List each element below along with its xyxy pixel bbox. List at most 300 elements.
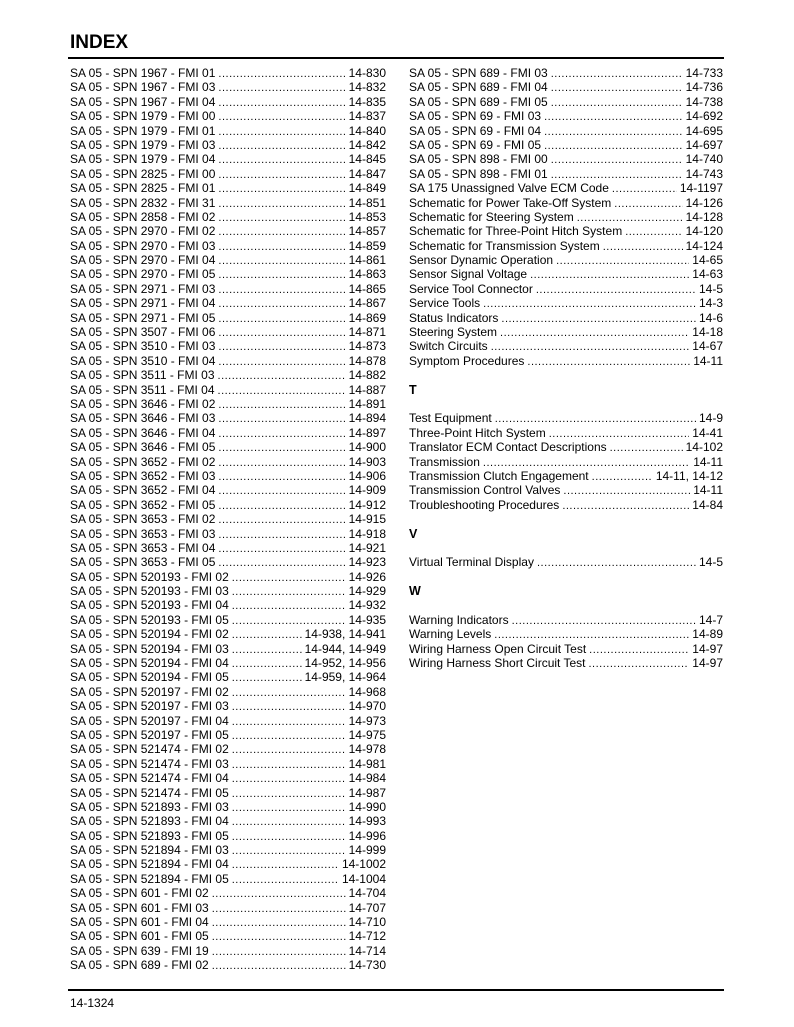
dot-leader <box>232 671 302 684</box>
dot-leader <box>218 384 346 397</box>
index-entry <box>70 455 386 469</box>
dot-leader <box>551 153 683 166</box>
index-entry <box>70 613 386 627</box>
index-entry <box>70 397 386 411</box>
index-entry-page: 14-897 <box>348 425 386 440</box>
index-entry-page: 14-1002 <box>341 857 386 872</box>
index-entry-page: 14-959, 14-964 <box>304 670 386 685</box>
dot-leader <box>218 297 345 310</box>
index-entry-label: SA 05 - SPN 2970 - FMI 03 <box>70 238 216 253</box>
index-entry-label: Symptom Procedures <box>409 353 525 368</box>
dot-leader <box>232 585 346 598</box>
dot-leader <box>212 945 346 958</box>
index-entry <box>70 440 386 454</box>
index-entry-page: 14-120 <box>685 224 723 239</box>
index-entry-label: SA 05 - SPN 2971 - FMI 03 <box>70 281 216 296</box>
index-entry-page: 14-871 <box>348 325 386 340</box>
index-entry <box>409 426 723 440</box>
index-entry <box>409 167 723 181</box>
index-entry <box>70 124 386 138</box>
index-entry <box>70 800 386 814</box>
dot-leader <box>577 211 683 224</box>
dot-leader <box>212 887 346 900</box>
index-entry <box>70 944 386 958</box>
section-letter-heading: V <box>409 526 418 541</box>
index-entry-page: 14-929 <box>348 584 386 599</box>
index-entry <box>409 296 723 310</box>
dot-leader <box>212 902 346 915</box>
index-entry-page: 14-975 <box>348 727 386 742</box>
dot-leader <box>232 801 346 814</box>
index-entry-label: SA 05 - SPN 3646 - FMI 02 <box>70 396 216 411</box>
index-entry <box>70 498 386 512</box>
index-entry-label: SA 05 - SPN 2858 - FMI 02 <box>70 209 216 224</box>
dot-leader <box>218 441 345 454</box>
index-entry-page: 14-990 <box>348 799 386 814</box>
dot-leader <box>530 268 689 281</box>
index-entry-label: SA 05 - SPN 521893 - FMI 03 <box>70 799 229 814</box>
index-entry-page: 14-970 <box>348 699 386 714</box>
dot-leader <box>625 225 682 238</box>
index-entry <box>70 66 386 80</box>
index-entry-label: Warning Indicators <box>409 612 509 627</box>
index-entry <box>70 181 386 195</box>
dot-leader <box>536 283 696 296</box>
index-entry <box>70 685 386 699</box>
index-entry-label: SA 05 - SPN 520194 - FMI 05 <box>70 670 229 685</box>
index-entry-label: SA 05 - SPN 3511 - FMI 04 <box>70 382 215 397</box>
dot-leader <box>218 312 345 325</box>
dot-leader <box>483 297 696 310</box>
dot-leader <box>218 456 345 469</box>
index-entry-page: 14-695 <box>685 123 723 138</box>
dot-leader <box>218 268 345 281</box>
index-entry <box>70 872 386 886</box>
index-entry <box>409 210 723 224</box>
dot-leader <box>232 729 346 742</box>
index-entry-label: SA 05 - SPN 521894 - FMI 03 <box>70 843 229 858</box>
index-entry-page: 14-9 <box>698 411 723 426</box>
index-entry-label: Transmission <box>409 454 480 469</box>
dot-leader <box>563 484 690 497</box>
dot-leader <box>218 96 345 109</box>
index-entry-page: 14-915 <box>348 512 386 527</box>
index-entry-label: SA 05 - SPN 521474 - FMI 04 <box>70 771 229 786</box>
dot-leader <box>232 628 302 641</box>
index-entry <box>409 239 723 253</box>
index-entry-label: SA 05 - SPN 1967 - FMI 01 <box>70 66 216 80</box>
index-entry-page: 14-944, 14-949 <box>304 641 386 656</box>
dot-leader <box>218 125 345 138</box>
index-entry-label: SA 05 - SPN 689 - FMI 04 <box>409 80 548 95</box>
index-entry-page: 14-738 <box>685 94 723 109</box>
footer-divider <box>68 989 724 991</box>
dot-leader <box>218 484 345 497</box>
index-entry-label: SA 05 - SPN 601 - FMI 04 <box>70 915 209 930</box>
index-entry <box>70 714 386 728</box>
index-entry-label: SA 175 Unassigned Valve ECM Code <box>409 181 609 196</box>
index-entry-label: SA 05 - SPN 69 - FMI 03 <box>409 109 542 124</box>
index-entry-page: 14-894 <box>348 411 386 426</box>
index-entry-label: SA 05 - SPN 689 - FMI 05 <box>409 94 548 109</box>
dot-leader <box>551 168 683 181</box>
dot-leader <box>232 686 346 699</box>
index-entry <box>70 224 386 238</box>
index-entry-label: SA 05 - SPN 520193 - FMI 04 <box>70 598 229 613</box>
index-entry-page: 14-740 <box>685 152 723 167</box>
index-entry <box>70 368 386 382</box>
index-entry-label: Transmission Control Valves <box>409 483 561 498</box>
dot-leader <box>232 743 346 756</box>
dot-leader <box>232 571 346 584</box>
index-entry <box>70 915 386 929</box>
dot-leader <box>551 81 683 94</box>
index-entry <box>409 555 723 569</box>
dot-leader <box>218 225 345 238</box>
index-entry-label: Schematic for Transmission System <box>409 238 600 253</box>
index-entry <box>409 311 723 325</box>
index-entry <box>70 699 386 713</box>
dot-leader <box>232 758 346 771</box>
dot-leader <box>218 427 345 440</box>
dot-leader <box>232 599 346 612</box>
dot-leader <box>610 441 683 454</box>
index-entry-label: SA 05 - SPN 601 - FMI 02 <box>70 886 209 901</box>
index-entry-page: 14-882 <box>348 368 386 383</box>
index-entry <box>409 80 723 94</box>
index-entry-label: SA 05 - SPN 521893 - FMI 05 <box>70 828 229 843</box>
index-entry-label: SA 05 - SPN 3511 - FMI 03 <box>70 368 215 383</box>
dot-leader <box>218 240 345 253</box>
index-entry-label: SA 05 - SPN 898 - FMI 01 <box>409 166 548 181</box>
index-entry-page: 14-7 <box>698 612 723 627</box>
dot-leader <box>218 67 345 80</box>
index-entry-page: 14-743 <box>685 166 723 181</box>
index-entry-label: SA 05 - SPN 520197 - FMI 05 <box>70 727 229 742</box>
dot-leader <box>232 858 339 871</box>
dot-leader <box>218 556 345 569</box>
dot-leader <box>218 398 345 411</box>
index-entry <box>70 210 386 224</box>
dot-leader <box>544 139 683 152</box>
index-entry <box>409 109 723 123</box>
index-entry-page: 14-835 <box>348 94 386 109</box>
index-column-right <box>409 66 723 670</box>
index-entry-page: 14-912 <box>348 497 386 512</box>
index-entry-page: 14-857 <box>348 224 386 239</box>
dot-leader <box>527 355 690 368</box>
index-entry <box>70 267 386 281</box>
index-entry-page: 14-952, 14-956 <box>304 656 386 671</box>
dot-leader <box>218 326 345 339</box>
dot-leader <box>232 844 346 857</box>
index-entry-page: 14-733 <box>685 66 723 80</box>
index-entry-label: SA 05 - SPN 521474 - FMI 05 <box>70 785 229 800</box>
index-entry-label: Sensor Dynamic Operation <box>409 253 554 268</box>
index-entry-label: SA 05 - SPN 3507 - FMI 06 <box>70 325 216 340</box>
index-entry <box>70 239 386 253</box>
index-entry-label: Schematic for Steering System <box>409 209 574 224</box>
dot-leader <box>218 197 345 210</box>
index-entry <box>70 354 386 368</box>
index-entry-page: 14-845 <box>348 152 386 167</box>
index-entry-label: SA 05 - SPN 520193 - FMI 05 <box>70 612 229 627</box>
dot-leader <box>592 470 653 483</box>
index-entry-page: 14-714 <box>348 943 386 958</box>
index-entry-label: SA 05 - SPN 521894 - FMI 04 <box>70 857 229 872</box>
index-entry-page: 14-704 <box>348 886 386 901</box>
index-entry-page: 14-923 <box>348 555 386 570</box>
index-entry-page: 14-124 <box>685 238 723 253</box>
dot-leader <box>551 96 683 109</box>
index-entry-label: Schematic for Power Take-Off System <box>409 195 612 210</box>
index-entry-page: 14-993 <box>348 814 386 829</box>
dot-leader <box>218 153 345 166</box>
dot-leader <box>551 67 683 80</box>
index-entry-page: 14-926 <box>348 569 386 584</box>
dot-leader <box>483 456 690 469</box>
index-entry-page: 14-67 <box>692 339 723 354</box>
dot-leader <box>556 254 689 267</box>
index-entry <box>70 929 386 943</box>
dot-leader <box>218 470 345 483</box>
index-entry <box>70 311 386 325</box>
index-entry-page: 14-918 <box>348 526 386 541</box>
index-entry-label: SA 05 - SPN 3653 - FMI 02 <box>70 512 216 527</box>
index-entry-label: SA 05 - SPN 520197 - FMI 04 <box>70 713 229 728</box>
index-entry <box>409 124 723 138</box>
index-entry-page: 14-837 <box>348 109 386 124</box>
index-entry-label: SA 05 - SPN 898 - FMI 00 <box>409 152 548 167</box>
index-entry <box>70 757 386 771</box>
index-entry <box>70 383 386 397</box>
dot-leader <box>218 412 345 425</box>
index-entry <box>70 857 386 871</box>
index-entry-page: 14-987 <box>348 785 386 800</box>
index-entry <box>70 642 386 656</box>
index-entry-page: 14-865 <box>348 281 386 296</box>
dot-leader <box>218 528 345 541</box>
index-entry-page: 14-859 <box>348 238 386 253</box>
index-entry <box>409 181 723 195</box>
section-letter-heading: W <box>409 584 421 599</box>
index-entry-page: 14-840 <box>348 123 386 138</box>
dot-leader <box>544 110 683 123</box>
index-entry-label: SA 05 - SPN 69 - FMI 05 <box>409 137 542 152</box>
index-entry <box>70 786 386 800</box>
index-entry <box>70 541 386 555</box>
index-entry-page: 14-11 <box>693 483 723 498</box>
index-entry <box>70 728 386 742</box>
index-entry <box>409 325 723 339</box>
index-entry-label: Schematic for Three-Point Hitch System <box>409 224 623 239</box>
index-entry-label: SA 05 - SPN 1979 - FMI 01 <box>70 123 216 138</box>
index-entry-label: SA 05 - SPN 2970 - FMI 05 <box>70 267 216 282</box>
index-entry-label: SA 05 - SPN 639 - FMI 19 <box>70 943 209 958</box>
index-entry-page: 14-97 <box>692 641 723 656</box>
index-entry-page: 14-128 <box>685 209 723 224</box>
section-spacer <box>409 598 723 612</box>
index-entry <box>70 253 386 267</box>
index-entry <box>409 656 723 670</box>
section-letter-heading: T <box>409 382 417 397</box>
index-entry-page: 14-11 <box>693 454 723 469</box>
index-entry-page: 14-5 <box>698 281 723 296</box>
index-entry <box>70 570 386 584</box>
index-entry-page: 14-5 <box>698 555 723 570</box>
index-entry-label: Service Tool Connector <box>409 281 533 296</box>
dot-leader <box>218 499 345 512</box>
index-entry <box>70 196 386 210</box>
index-entry <box>70 469 386 483</box>
index-entry-page: 14-692 <box>685 109 723 124</box>
index-entry <box>409 138 723 152</box>
section-spacer <box>409 570 723 584</box>
index-entry-label: SA 05 - SPN 1979 - FMI 00 <box>70 109 216 124</box>
index-entry <box>409 498 723 512</box>
dot-leader <box>537 556 696 569</box>
index-entry-page: 14-3 <box>698 296 723 311</box>
index-entry-label: SA 05 - SPN 520197 - FMI 02 <box>70 684 229 699</box>
index-entry <box>70 598 386 612</box>
dot-leader <box>501 312 696 325</box>
index-entry-label: SA 05 - SPN 3652 - FMI 02 <box>70 454 216 469</box>
index-entry-label: SA 05 - SPN 521474 - FMI 03 <box>70 756 229 771</box>
index-entry <box>70 670 386 684</box>
index-entry <box>409 267 723 281</box>
index-entry <box>70 411 386 425</box>
index-entry <box>409 282 723 296</box>
index-entry <box>70 152 386 166</box>
index-entry-label: SA 05 - SPN 601 - FMI 03 <box>70 900 209 915</box>
index-entry-page: 14-707 <box>348 900 386 915</box>
index-entry-label: SA 05 - SPN 1967 - FMI 03 <box>70 80 216 95</box>
index-entry-page: 14-938, 14-941 <box>304 627 386 642</box>
dot-leader <box>218 81 345 94</box>
index-entry-page: 14-851 <box>348 195 386 210</box>
dot-leader <box>232 614 346 627</box>
index-entry <box>70 167 386 181</box>
index-entry-label: SA 05 - SPN 3652 - FMI 03 <box>70 468 216 483</box>
index-entry <box>70 80 386 94</box>
dot-leader <box>218 139 345 152</box>
index-entry-label: SA 05 - SPN 2825 - FMI 01 <box>70 181 216 196</box>
index-entry-label: SA 05 - SPN 2970 - FMI 02 <box>70 224 216 239</box>
index-entry <box>70 512 386 526</box>
index-entry-page: 14-909 <box>348 483 386 498</box>
index-entry-label: Troubleshooting Procedures <box>409 497 560 512</box>
index-entry-page: 14-869 <box>348 310 386 325</box>
index-entry-label: SA 05 - SPN 520193 - FMI 03 <box>70 584 229 599</box>
section-spacer <box>409 512 723 526</box>
index-entry-page: 14-832 <box>348 80 386 95</box>
index-entry-page: 14-932 <box>348 598 386 613</box>
header-divider <box>68 57 724 59</box>
index-entry <box>70 627 386 641</box>
dot-leader <box>603 240 683 253</box>
index-entry-label: Wiring Harness Open Circuit Test <box>409 641 587 656</box>
index-entry-page: 14-873 <box>348 339 386 354</box>
dot-leader <box>544 125 683 138</box>
dot-leader <box>232 715 346 728</box>
dot-leader <box>549 427 690 440</box>
index-entry-page: 14-126 <box>685 195 723 210</box>
index-entry-label: Transmission Clutch Engagement <box>409 468 589 483</box>
index-entry-label: SA 05 - SPN 520194 - FMI 03 <box>70 641 229 656</box>
index-entry-label: Three-Point Hitch System <box>409 425 546 440</box>
index-entry-label: Service Tools <box>409 296 481 311</box>
index-entry-label: SA 05 - SPN 689 - FMI 02 <box>70 958 209 973</box>
index-entry-page: 14-710 <box>348 915 386 930</box>
index-entry-page: 14-11 <box>693 353 723 368</box>
index-entry-label: SA 05 - SPN 3652 - FMI 04 <box>70 483 216 498</box>
page-title: INDEX <box>70 32 129 53</box>
index-entry-label: SA 05 - SPN 2971 - FMI 05 <box>70 310 216 325</box>
index-entry-page: 14-903 <box>348 454 386 469</box>
index-entry-label: SA 05 - SPN 3652 - FMI 05 <box>70 497 216 512</box>
dot-leader <box>218 542 345 555</box>
dot-leader <box>218 283 345 296</box>
index-entry-label: Wiring Harness Short Circuit Test <box>409 656 586 671</box>
index-entry-page: 14-984 <box>348 771 386 786</box>
dot-leader <box>500 326 689 339</box>
dot-leader <box>212 916 346 929</box>
index-entry-page: 14-887 <box>348 382 386 397</box>
dot-leader <box>218 211 345 224</box>
index-entry <box>70 584 386 598</box>
index-entry-label: SA 05 - SPN 2970 - FMI 04 <box>70 253 216 268</box>
index-entry-label: Virtual Terminal Display <box>409 555 534 570</box>
index-entry <box>70 901 386 915</box>
index-entry <box>409 455 723 469</box>
index-entry-page: 14-853 <box>348 209 386 224</box>
index-entry-page: 14-97 <box>692 656 723 671</box>
index-entry-label: SA 05 - SPN 3510 - FMI 03 <box>70 339 216 354</box>
index-entry <box>409 339 723 353</box>
index-entry <box>409 152 723 166</box>
index-entry-page: 14-996 <box>348 828 386 843</box>
index-entry-page: 14-981 <box>348 756 386 771</box>
dot-leader <box>218 340 345 353</box>
dot-leader <box>232 700 346 713</box>
index-entry-page: 14-891 <box>348 396 386 411</box>
index-entry-page: 14-849 <box>348 181 386 196</box>
index-entry <box>70 483 386 497</box>
dot-leader <box>495 412 696 425</box>
index-entry <box>70 282 386 296</box>
index-entry <box>70 742 386 756</box>
index-entry-label: SA 05 - SPN 3510 - FMI 04 <box>70 353 216 368</box>
index-entry-label: SA 05 - SPN 520194 - FMI 04 <box>70 656 229 671</box>
dot-leader <box>491 340 690 353</box>
dot-leader <box>614 197 682 210</box>
index-entry-page: 14-847 <box>348 166 386 181</box>
index-entry <box>409 66 723 80</box>
section-spacer <box>409 368 723 382</box>
index-entry-label: SA 05 - SPN 1979 - FMI 04 <box>70 152 216 167</box>
index-entry-label: SA 05 - SPN 2825 - FMI 00 <box>70 166 216 181</box>
index-entry-page: 14-935 <box>348 612 386 627</box>
index-entry-page: 14-999 <box>348 843 386 858</box>
index-entry <box>70 95 386 109</box>
index-entry-page: 14-973 <box>348 713 386 728</box>
index-entry-label: SA 05 - SPN 1967 - FMI 04 <box>70 94 216 109</box>
index-entry-label: SA 05 - SPN 2832 - FMI 31 <box>70 195 216 210</box>
page-number: 14-1324 <box>70 996 115 1010</box>
index-entry-page: 14-861 <box>348 253 386 268</box>
index-entry-label: SA 05 - SPN 521474 - FMI 02 <box>70 742 229 757</box>
index-entry <box>409 440 723 454</box>
